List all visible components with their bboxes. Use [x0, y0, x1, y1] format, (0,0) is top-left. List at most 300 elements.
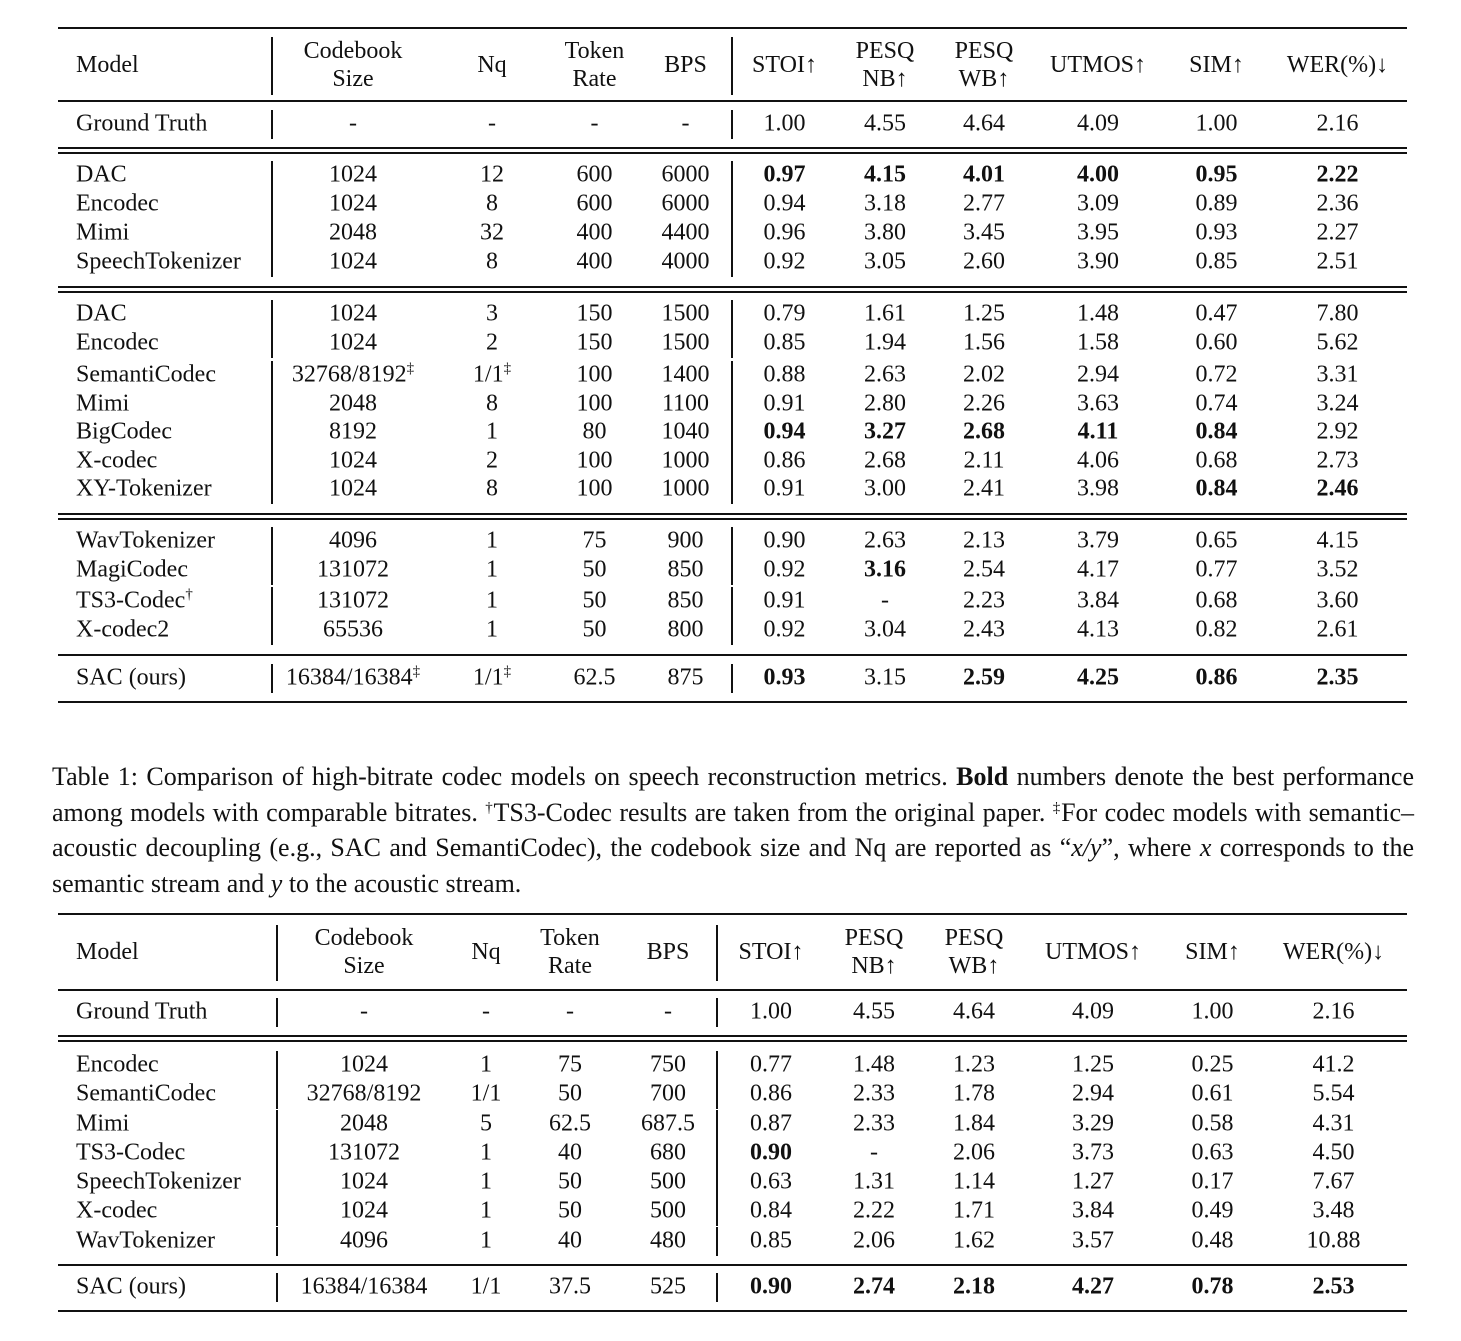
- cell-text: -: [870, 1139, 878, 1166]
- table-cell: [1160, 219, 1273, 248]
- cell-text: 1500: [661, 329, 710, 356]
- cell-text: 0.95: [1195, 161, 1238, 188]
- table-cell: [1036, 664, 1160, 693]
- cell-text: 1.25: [963, 300, 1005, 327]
- column-divider: [271, 527, 273, 556]
- cell-text: Ground Truth: [76, 998, 208, 1025]
- cell-text: 3.95: [1077, 219, 1119, 246]
- cell-text: 3.57: [1072, 1227, 1114, 1254]
- cell-text: 7.80: [1316, 300, 1359, 327]
- table-cell: [1160, 418, 1273, 447]
- cell-text: 2.16: [1316, 110, 1359, 137]
- table-rule: [58, 100, 1407, 102]
- table-cell: [1160, 110, 1273, 139]
- table-cell: [271, 664, 435, 693]
- table-cell: [922, 1197, 1026, 1226]
- column-header: WER(%)↓: [1286, 52, 1389, 78]
- cell-text: 65536: [323, 616, 383, 643]
- table-cell: [549, 587, 640, 616]
- table-cell: [452, 1227, 520, 1256]
- table-cell: [1273, 447, 1402, 476]
- cell-text: 2.68: [864, 447, 906, 474]
- cell-text: -: [349, 110, 357, 137]
- cell-text: 5.54: [1312, 1080, 1355, 1107]
- cell-text: 2.36: [1316, 190, 1359, 217]
- cell-text: 1.78: [953, 1080, 995, 1107]
- table-cell: [276, 1051, 452, 1080]
- table-cell: [271, 587, 435, 616]
- table-cell: [549, 418, 640, 447]
- table-rule: [58, 989, 1407, 991]
- table-cell: [716, 1227, 826, 1256]
- model-name-cell: [76, 418, 289, 447]
- caption-text: ”, where: [1101, 833, 1200, 862]
- table-cell: [826, 998, 922, 1027]
- table-cell: [271, 418, 435, 447]
- table-cell: [932, 219, 1036, 248]
- table-cell: [549, 361, 640, 390]
- cell-text: 50: [558, 1080, 582, 1107]
- cell-text: 4.50: [1312, 1139, 1355, 1166]
- table-cell: [435, 664, 549, 693]
- table-cell: [1273, 329, 1402, 358]
- table-cell: [1160, 1110, 1265, 1139]
- cell-text: 2.54: [963, 556, 1005, 583]
- table-cell: [932, 390, 1036, 419]
- cell-text: 12: [480, 161, 504, 188]
- cell-text: -: [881, 587, 889, 614]
- cell-text: 4.25: [1077, 664, 1119, 691]
- table-cell: [826, 1051, 922, 1080]
- table-cell: [731, 556, 838, 585]
- cell-text: 1.27: [1072, 1168, 1114, 1195]
- table-cell: [452, 1273, 520, 1302]
- table-cell: [640, 161, 731, 190]
- cell-text: 50: [582, 616, 607, 643]
- cell-text: 0.25: [1191, 1051, 1234, 1078]
- cell-text: 2.02: [963, 361, 1005, 388]
- cell-text: 40: [558, 1139, 582, 1166]
- table-cell: [276, 1110, 452, 1139]
- cell-text: 50: [582, 556, 607, 583]
- table-cell: [1273, 390, 1402, 419]
- cell-text: 1.61: [864, 300, 906, 327]
- table-cell: [1026, 1051, 1160, 1080]
- cell-text: 500: [650, 1197, 686, 1224]
- table-cell: [1036, 475, 1160, 504]
- table-cell: [1160, 1197, 1265, 1226]
- table-cell: [1265, 1139, 1402, 1168]
- cell-text: 0.91: [763, 587, 806, 614]
- table-cell: [1036, 248, 1160, 277]
- table-cell: [271, 329, 435, 358]
- column-divider: [731, 190, 733, 219]
- cell-text: 2.77: [963, 190, 1005, 217]
- cell-text: 1024: [329, 447, 377, 474]
- cell-text: 2048: [329, 219, 377, 246]
- table-cell: [271, 390, 435, 419]
- cell-text: 1: [480, 1168, 492, 1195]
- cell-text: 0.84: [1195, 418, 1238, 445]
- table-cell: [932, 190, 1036, 219]
- cell-text: 1.56: [963, 329, 1005, 356]
- cell-text: 1: [480, 1197, 492, 1224]
- cell-text: WavTokenizer: [76, 527, 215, 554]
- table-cell: [838, 390, 932, 419]
- column-divider: [271, 361, 273, 390]
- cell-text: 0.60: [1195, 329, 1238, 356]
- table-cell: [549, 329, 640, 358]
- table-cell: [1036, 616, 1160, 645]
- cell-text: 875: [667, 664, 704, 691]
- table-cell: [1036, 390, 1160, 419]
- cell-text: 3.27: [864, 418, 906, 445]
- column-divider: [271, 616, 273, 645]
- cell-text: 2: [486, 329, 498, 356]
- table-cell: [922, 1168, 1026, 1197]
- model-name-cell: [76, 998, 294, 1027]
- table-cell: [1160, 1273, 1265, 1302]
- table-caption: [52, 759, 1414, 901]
- table-cell: [716, 1051, 826, 1080]
- table-cell: [640, 110, 731, 139]
- cell-text: 0.92: [763, 556, 806, 583]
- table-cell: [549, 110, 640, 139]
- table-cell: [435, 219, 549, 248]
- cell-text: 50: [558, 1168, 582, 1195]
- cell-text: -: [566, 998, 574, 1025]
- table-cell: [1036, 329, 1160, 358]
- cell-text: 3: [486, 300, 498, 327]
- table-cell: [435, 527, 549, 556]
- cell-text: 0.90: [763, 527, 806, 554]
- table-cell: [1160, 1227, 1265, 1256]
- table-rule: [58, 147, 1407, 149]
- table-cell: [838, 219, 932, 248]
- cell-text: 600: [576, 190, 613, 217]
- table-rule: [58, 1264, 1407, 1266]
- cell-text: 0.96: [763, 219, 806, 246]
- column-header: SIM↑: [1185, 939, 1240, 965]
- table-cell: [452, 1197, 520, 1226]
- table-cell: [1160, 998, 1265, 1027]
- table-cell: [452, 1051, 520, 1080]
- cell-text: 32: [480, 219, 504, 246]
- table-cell: [826, 1139, 922, 1168]
- cell-text: 2.73: [1316, 447, 1359, 474]
- cell-text: 4.31: [1312, 1110, 1355, 1137]
- table-cell: [932, 361, 1036, 390]
- column-divider: [731, 616, 733, 645]
- table-rule: [58, 1310, 1407, 1312]
- table-cell: [271, 527, 435, 556]
- cell-text: 8: [486, 475, 498, 502]
- table-cell: [1036, 110, 1160, 139]
- table-cell: [435, 616, 549, 645]
- cell-text: 600: [576, 161, 613, 188]
- cell-text: 32768/8192: [306, 1080, 422, 1107]
- cell-text: 2.41: [963, 475, 1005, 502]
- table-cell: [838, 587, 932, 616]
- table-cell: [435, 300, 549, 329]
- table-cell: [271, 556, 435, 585]
- table-cell: [620, 1110, 716, 1139]
- table-cell: [716, 1110, 826, 1139]
- cell-text: 900: [667, 527, 704, 554]
- footnote-mark: ‡: [412, 663, 421, 680]
- column-divider: [271, 587, 273, 616]
- cell-text: 3.00: [864, 475, 906, 502]
- table-cell: [549, 664, 640, 693]
- table-cell: [826, 1273, 922, 1302]
- cell-text: 2.80: [864, 390, 906, 417]
- table-cell: [1036, 556, 1160, 585]
- table-cell: [731, 664, 838, 693]
- cell-text: X-codec: [76, 447, 158, 474]
- cell-text: 100: [576, 390, 613, 417]
- table-cell: [1160, 190, 1273, 219]
- table-cell: [640, 664, 731, 693]
- table-rule: [58, 1040, 1407, 1042]
- table-cell: [922, 1139, 1026, 1168]
- cell-text: 2.23: [963, 587, 1005, 614]
- cell-text: 3.63: [1077, 390, 1119, 417]
- table-cell: [826, 1110, 922, 1139]
- cell-text: XY-Tokenizer: [76, 475, 212, 502]
- cell-text: 0.86: [1195, 664, 1238, 691]
- cell-text: 0.47: [1195, 300, 1238, 327]
- table-cell: [549, 527, 640, 556]
- table-cell: [435, 556, 549, 585]
- cell-text: 3.24: [1316, 390, 1359, 417]
- cell-text: -: [360, 998, 368, 1025]
- table-cell: [1160, 616, 1273, 645]
- table-cell: [1273, 248, 1402, 277]
- column-divider: [276, 1168, 278, 1197]
- table-rule: [58, 701, 1407, 703]
- column-divider: [731, 161, 733, 190]
- table-cell: [838, 300, 932, 329]
- cell-text: 1: [486, 556, 498, 583]
- table-cell: [932, 329, 1036, 358]
- cell-text: 0.65: [1195, 527, 1238, 554]
- table-cell: [838, 161, 932, 190]
- table-cell: [1265, 998, 1402, 1027]
- table-cell: [1265, 1168, 1402, 1197]
- cell-text: 3.79: [1077, 527, 1119, 554]
- table-cell: [1160, 300, 1273, 329]
- table-cell: [1265, 1080, 1402, 1109]
- table-cell: [435, 587, 549, 616]
- table-cell: [716, 1197, 826, 1226]
- model-name-cell: [76, 664, 289, 693]
- table-cell: [932, 616, 1036, 645]
- column-divider: [271, 556, 273, 585]
- table-cell: [1265, 1273, 1402, 1302]
- model-name-cell: [76, 616, 289, 645]
- cell-text: 3.04: [864, 616, 906, 643]
- column-divider: [731, 527, 733, 556]
- cell-text: 0.87: [750, 1110, 792, 1137]
- table-cell: [276, 1139, 452, 1168]
- model-name-cell: [76, 1139, 294, 1168]
- cell-text: 1: [486, 527, 498, 554]
- cell-text: 2.26: [963, 390, 1005, 417]
- cell-text: 2.53: [1312, 1273, 1355, 1300]
- cell-text: 3.31: [1316, 361, 1359, 388]
- table-cell: [826, 1080, 922, 1109]
- column-divider: [716, 1168, 718, 1197]
- cell-text: 1024: [340, 1051, 388, 1078]
- cell-text: 2.46: [1316, 475, 1359, 502]
- cell-text: 2.22: [1316, 161, 1359, 188]
- table-cell: [1026, 1197, 1160, 1226]
- cell-text: 0.91: [763, 390, 806, 417]
- table-cell: [838, 190, 932, 219]
- table-cell: [731, 329, 838, 358]
- cell-text: 4.01: [963, 161, 1005, 188]
- cell-text: TS3-Codec: [76, 587, 186, 614]
- table-cell: [276, 1273, 452, 1302]
- table-cell: [435, 361, 549, 390]
- table-rule: [58, 654, 1407, 656]
- table-cell: [716, 998, 826, 1027]
- caption-text: TS3-Codec results are taken from the original paper.: [493, 797, 1053, 827]
- column-header: SIM↑: [1189, 52, 1244, 78]
- cell-text: 1/1: [470, 1273, 502, 1300]
- cell-text: -: [681, 110, 690, 137]
- model-name-cell: [76, 556, 289, 585]
- column-divider: [276, 1051, 278, 1080]
- table-cell: [1273, 190, 1402, 219]
- cell-text: 3.84: [1077, 587, 1119, 614]
- column-header: WER(%)↓: [1282, 939, 1385, 965]
- table-cell: [549, 556, 640, 585]
- cell-text: 4.00: [1077, 161, 1119, 188]
- cell-text: 2.33: [853, 1080, 895, 1107]
- cell-text: 1/1: [472, 361, 504, 388]
- column-divider: [731, 300, 733, 329]
- cell-text: 2.06: [853, 1227, 895, 1254]
- caption-text: For codec models with semantic–acoustic decoupling (e.g., SAC and SemantiCodec), the codebook size and Nq are reported as “: [52, 797, 1415, 862]
- cell-text: 4096: [340, 1227, 388, 1254]
- table-cell: [640, 447, 731, 476]
- model-name-cell: [76, 300, 289, 329]
- column-header: UTMOS↑: [1049, 52, 1146, 78]
- cell-text: 4.55: [864, 110, 906, 137]
- cell-text: 2.68: [963, 418, 1005, 445]
- cell-text: 4096: [329, 527, 377, 554]
- cell-text: 6000: [661, 190, 710, 217]
- cell-text: 1/1: [472, 664, 504, 691]
- column-divider: [716, 1227, 718, 1256]
- cell-text: 0.84: [750, 1197, 792, 1224]
- cell-text: 2.94: [1072, 1080, 1114, 1107]
- model-name-cell: [76, 190, 289, 219]
- model-name-cell: [76, 527, 289, 556]
- cell-text: 0.85: [763, 329, 806, 356]
- cell-text: 0.88: [763, 361, 806, 388]
- table-cell: [922, 1051, 1026, 1080]
- cell-text: 8: [486, 248, 498, 275]
- column-divider: [271, 418, 273, 447]
- cell-text: Encodec: [76, 1051, 159, 1078]
- caption-dagger: †: [485, 799, 494, 816]
- table-cell: [1160, 390, 1273, 419]
- table-cell: [640, 329, 731, 358]
- cell-text: 4400: [661, 219, 710, 246]
- column-divider: [276, 998, 278, 1027]
- table-cell: [922, 1110, 1026, 1139]
- cell-text: 4.64: [953, 998, 995, 1025]
- table-cell: [549, 161, 640, 190]
- table-cell: [435, 418, 549, 447]
- table-cell: [932, 447, 1036, 476]
- table-cell: [1036, 418, 1160, 447]
- table-cell: [1036, 527, 1160, 556]
- cell-text: 2.33: [853, 1110, 895, 1137]
- cell-text: 1024: [329, 161, 377, 188]
- table-cell: [620, 1051, 716, 1080]
- cell-text: 100: [576, 475, 613, 502]
- table-cell: [838, 248, 932, 277]
- cell-text: 2048: [340, 1110, 388, 1137]
- cell-text: 1024: [329, 190, 377, 217]
- table-cell: [1265, 1110, 1402, 1139]
- cell-text: 3.98: [1077, 475, 1119, 502]
- table-cell: [838, 110, 932, 139]
- column-header: BPS: [646, 939, 690, 965]
- column-divider: [716, 1139, 718, 1168]
- table-cell: [1160, 1080, 1265, 1109]
- table-cell: [640, 219, 731, 248]
- cell-text: 1024: [340, 1197, 388, 1224]
- cell-text: 1: [480, 1139, 492, 1166]
- table-cell: [452, 1110, 520, 1139]
- column-divider: [276, 1227, 278, 1256]
- cell-text: 0.84: [1195, 475, 1238, 502]
- column-divider: [731, 361, 733, 390]
- table-cell: [520, 1139, 620, 1168]
- cell-text: 4000: [661, 248, 710, 275]
- column-header: PESQ NB↑: [855, 38, 915, 92]
- column-divider: [731, 418, 733, 447]
- cell-text: 40: [558, 1227, 582, 1254]
- column-divider: [276, 1080, 278, 1109]
- cell-text: 3.48: [1312, 1197, 1355, 1224]
- table-cell: [1273, 587, 1402, 616]
- cell-text: 131072: [317, 556, 389, 583]
- table-cell: [640, 390, 731, 419]
- cell-text: 1024: [329, 475, 377, 502]
- table-cell: [520, 1080, 620, 1109]
- column-divider: [271, 161, 273, 190]
- cell-text: 2.61: [1316, 616, 1359, 643]
- cell-text: 1: [480, 1051, 492, 1078]
- column-divider: [716, 1273, 718, 1302]
- cell-text: 0.97: [763, 161, 806, 188]
- cell-text: X-codec: [76, 1197, 158, 1224]
- table-cell: [838, 418, 932, 447]
- table-cell: [716, 1168, 826, 1197]
- cell-text: 2.18: [953, 1273, 995, 1300]
- cell-text: 37.5: [549, 1273, 591, 1300]
- table-cell: [1273, 300, 1402, 329]
- cell-text: Encodec: [76, 329, 159, 356]
- table-cell: [731, 447, 838, 476]
- model-name-cell: [76, 1227, 294, 1256]
- cell-text: 1.48: [1077, 300, 1119, 327]
